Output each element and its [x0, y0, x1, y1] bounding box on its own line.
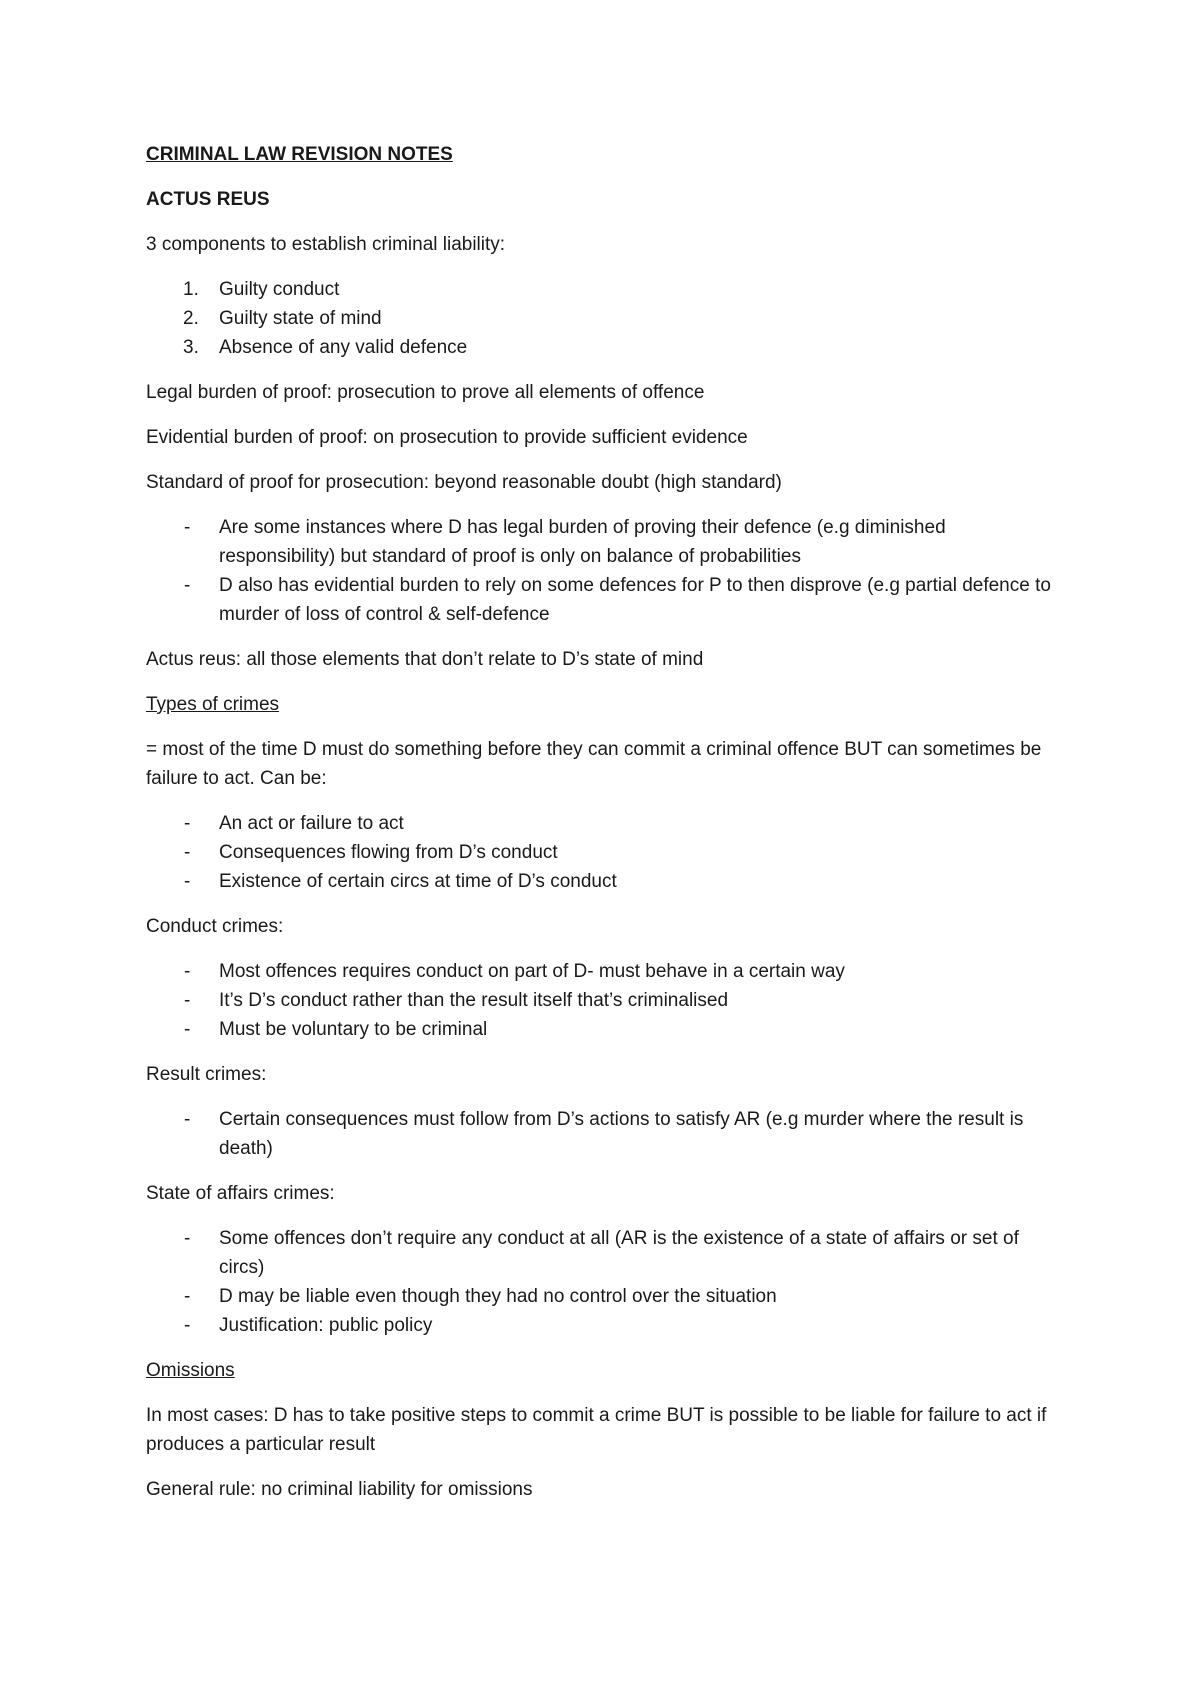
evidential-burden-paragraph: Evidential burden of proof: on prosecution to provide sufficient evidence [146, 427, 748, 448]
bullet-item [146, 838, 1066, 867]
list-number: 2. [183, 308, 199, 329]
components-list [146, 275, 1066, 362]
bullet-text: Certain consequences must follow from D’s actions to satisfy AR (e.g murder where the result is death) [219, 1109, 1024, 1159]
general-rule-paragraph: General rule: no criminal liability for omissions [146, 1479, 533, 1500]
dash-marker: - [184, 1228, 191, 1249]
bullet-item [146, 1105, 1066, 1163]
document-title: CRIMINAL LAW REVISION NOTES [146, 144, 453, 165]
bullet-item [146, 986, 1066, 1015]
bullet-text: Justification: public policy [219, 1315, 433, 1336]
list-item [146, 275, 1066, 304]
dash-marker: - [184, 842, 191, 863]
dash-marker: - [184, 517, 191, 538]
dash-marker: - [184, 1109, 191, 1130]
list-number: 3. [183, 337, 199, 358]
omissions-paragraph: In most cases: D has to take positive steps to commit a crime BUT is possible to be liable for failure to act if produces a particular result [146, 1405, 1047, 1455]
standard-bullet-list [146, 513, 1066, 629]
bullet-text: Existence of certain circs at time of D’s conduct [219, 871, 617, 892]
bullet-text: D may be liable even though they had no control over the situation [219, 1286, 777, 1307]
dash-marker: - [184, 990, 191, 1011]
conduct-bullet-list [146, 957, 1066, 1044]
intro-paragraph: 3 components to establish criminal liability: [146, 234, 506, 255]
bullet-text: It’s D’s conduct rather than the result itself that’s criminalised [219, 990, 729, 1011]
dash-marker: - [184, 575, 191, 596]
list-item-text: Absence of any valid defence [219, 337, 468, 358]
bullet-text: Some offences don’t require any conduct at all (AR is the existence of a state of affairs or set of circs) [219, 1228, 1019, 1278]
omissions-heading: Omissions [146, 1360, 235, 1381]
result-crimes-heading: Result crimes: [146, 1064, 267, 1085]
list-item-text: Guilty state of mind [219, 308, 382, 329]
bullet-item [146, 809, 1066, 838]
bullet-item [146, 513, 1066, 571]
dash-marker: - [184, 961, 191, 982]
dash-marker: - [184, 1286, 191, 1307]
document-page [146, 140, 1066, 1520]
list-item-text: Guilty conduct [219, 279, 340, 300]
dash-marker: - [184, 871, 191, 892]
types-heading: Types of crimes [146, 694, 280, 715]
bullet-item [146, 867, 1066, 896]
bullet-item [146, 1015, 1066, 1044]
bullet-text: An act or failure to act [219, 813, 404, 834]
actus-reus-definition: Actus reus: all those elements that don’t relate to D’s state of mind [146, 649, 704, 670]
section-heading: ACTUS REUS [146, 189, 270, 210]
bullet-item [146, 957, 1066, 986]
list-item [146, 333, 1066, 362]
bullet-text: D also has evidential burden to rely on some defences for P to then disprove (e.g partial defence to murder of loss of control & self-defence [219, 575, 1051, 625]
bullet-item [146, 1311, 1066, 1340]
bullet-text: Consequences flowing from D’s conduct [219, 842, 558, 863]
result-bullet-list [146, 1105, 1066, 1163]
bullet-text: Most offences requires conduct on part of D- must behave in a certain way [219, 961, 845, 982]
bullet-item [146, 1282, 1066, 1311]
types-bullet-list [146, 809, 1066, 896]
bullet-text: Must be voluntary to be criminal [219, 1019, 488, 1040]
conduct-crimes-heading: Conduct crimes: [146, 916, 284, 937]
state-bullet-list [146, 1224, 1066, 1340]
bullet-text: Are some instances where D has legal burden of proving their defence (e.g diminished responsibility) but standard of proof is only on balance of probabilities [219, 517, 946, 567]
types-intro-paragraph: = most of the time D must do something before they can commit a criminal offence BUT can sometimes be failure to act. Can be: [146, 739, 1042, 789]
list-number: 1. [183, 279, 199, 300]
bullet-item [146, 1224, 1066, 1282]
bullet-item [146, 571, 1066, 629]
dash-marker: - [184, 813, 191, 834]
dash-marker: - [184, 1019, 191, 1040]
dash-marker: - [184, 1315, 191, 1336]
legal-burden-paragraph: Legal burden of proof: prosecution to prove all elements of offence [146, 382, 705, 403]
state-of-affairs-heading: State of affairs crimes: [146, 1183, 335, 1204]
standard-paragraph: Standard of proof for prosecution: beyond reasonable doubt (high standard) [146, 472, 782, 493]
list-item [146, 304, 1066, 333]
